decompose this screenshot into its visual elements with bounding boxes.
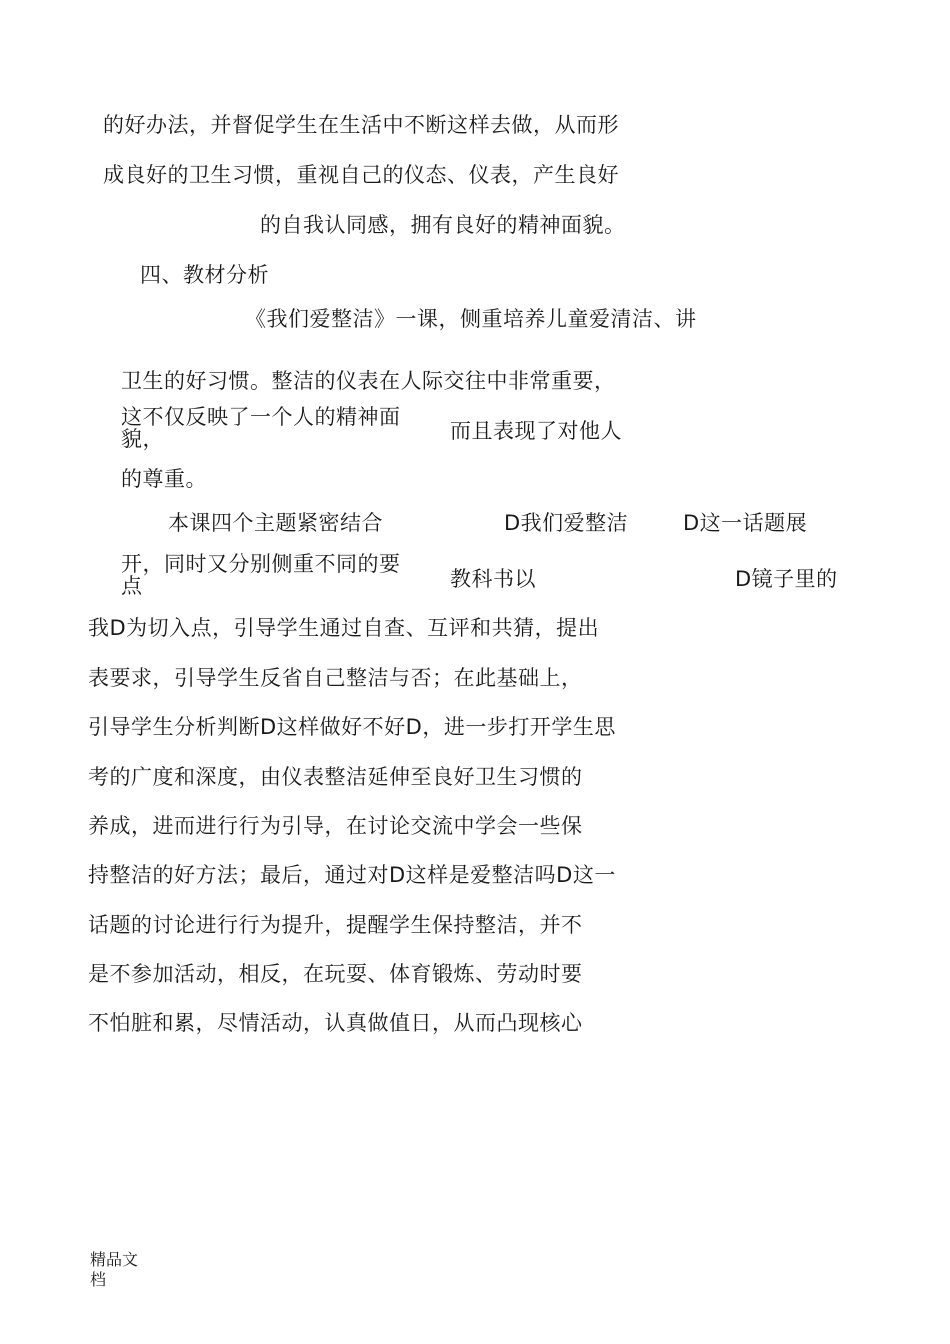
text-line: 的好办法，并督促学生在生活中不断这样去做，从而形 bbox=[103, 113, 619, 137]
text-line: 养成，进而进行行为引导，在讨论交流中学会一些保 bbox=[88, 814, 583, 838]
text-fragment: 教科书以 bbox=[450, 567, 536, 591]
text-fragment: 本课四个主题紧密结合 bbox=[168, 511, 383, 535]
text-line: 的自我认同感，拥有良好的精神面貌。 bbox=[260, 213, 626, 237]
text-line: 考的广度和深度，由仪表整洁延伸至良好卫生习惯的 bbox=[88, 765, 583, 789]
text-line: 卫生的好习惯。整洁的仪表在人际交往中非常重要， bbox=[121, 369, 616, 393]
text-line: 的尊重。 bbox=[121, 467, 207, 491]
text-fragment: D我们爱整洁 bbox=[504, 511, 629, 535]
text-line: 表要求，引导学生反省自己整洁与否；在此基础上， bbox=[88, 666, 583, 690]
text-line: 持整洁的好方法；最后，通过对D这样是爱整洁吗D这一 bbox=[88, 863, 616, 887]
text-fragment: 开，同时又分别侧重不同的要点 bbox=[121, 552, 401, 598]
footer-watermark: 精品文档 bbox=[90, 1250, 139, 1289]
text-fragment: 这不仅反映了一个人的精神面貌， bbox=[121, 405, 401, 451]
text-line: 成良好的卫生习惯，重视自己的仪态、仪表，产生良好 bbox=[103, 163, 619, 187]
text-fragment: D镜子里的 bbox=[735, 567, 838, 591]
text-line: 是不参加活动，相反，在玩耍、体育锻炼、劳动时要 bbox=[88, 962, 583, 986]
text-line: 话题的讨论进行行为提升，提醒学生保持整洁，并不 bbox=[88, 913, 583, 937]
text-fragment: D这一话题展 bbox=[683, 511, 808, 535]
text-line: 不怕脏和累，尽情活动，认真做值日，从而凸现核心 bbox=[88, 1011, 583, 1035]
text-fragment: 而且表现了对他人 bbox=[450, 419, 622, 443]
text-line: 《我们爱整洁》一课，侧重培养儿童爱清洁、讲 bbox=[245, 307, 697, 331]
section-heading: 四、教材分析 bbox=[140, 263, 269, 287]
text-line: 引导学生分析判断D这样做好不好D，进一步打开学生思 bbox=[88, 715, 616, 739]
text-line: 我D为切入点，引导学生通过自查、互评和共猜，提出 bbox=[88, 616, 600, 640]
